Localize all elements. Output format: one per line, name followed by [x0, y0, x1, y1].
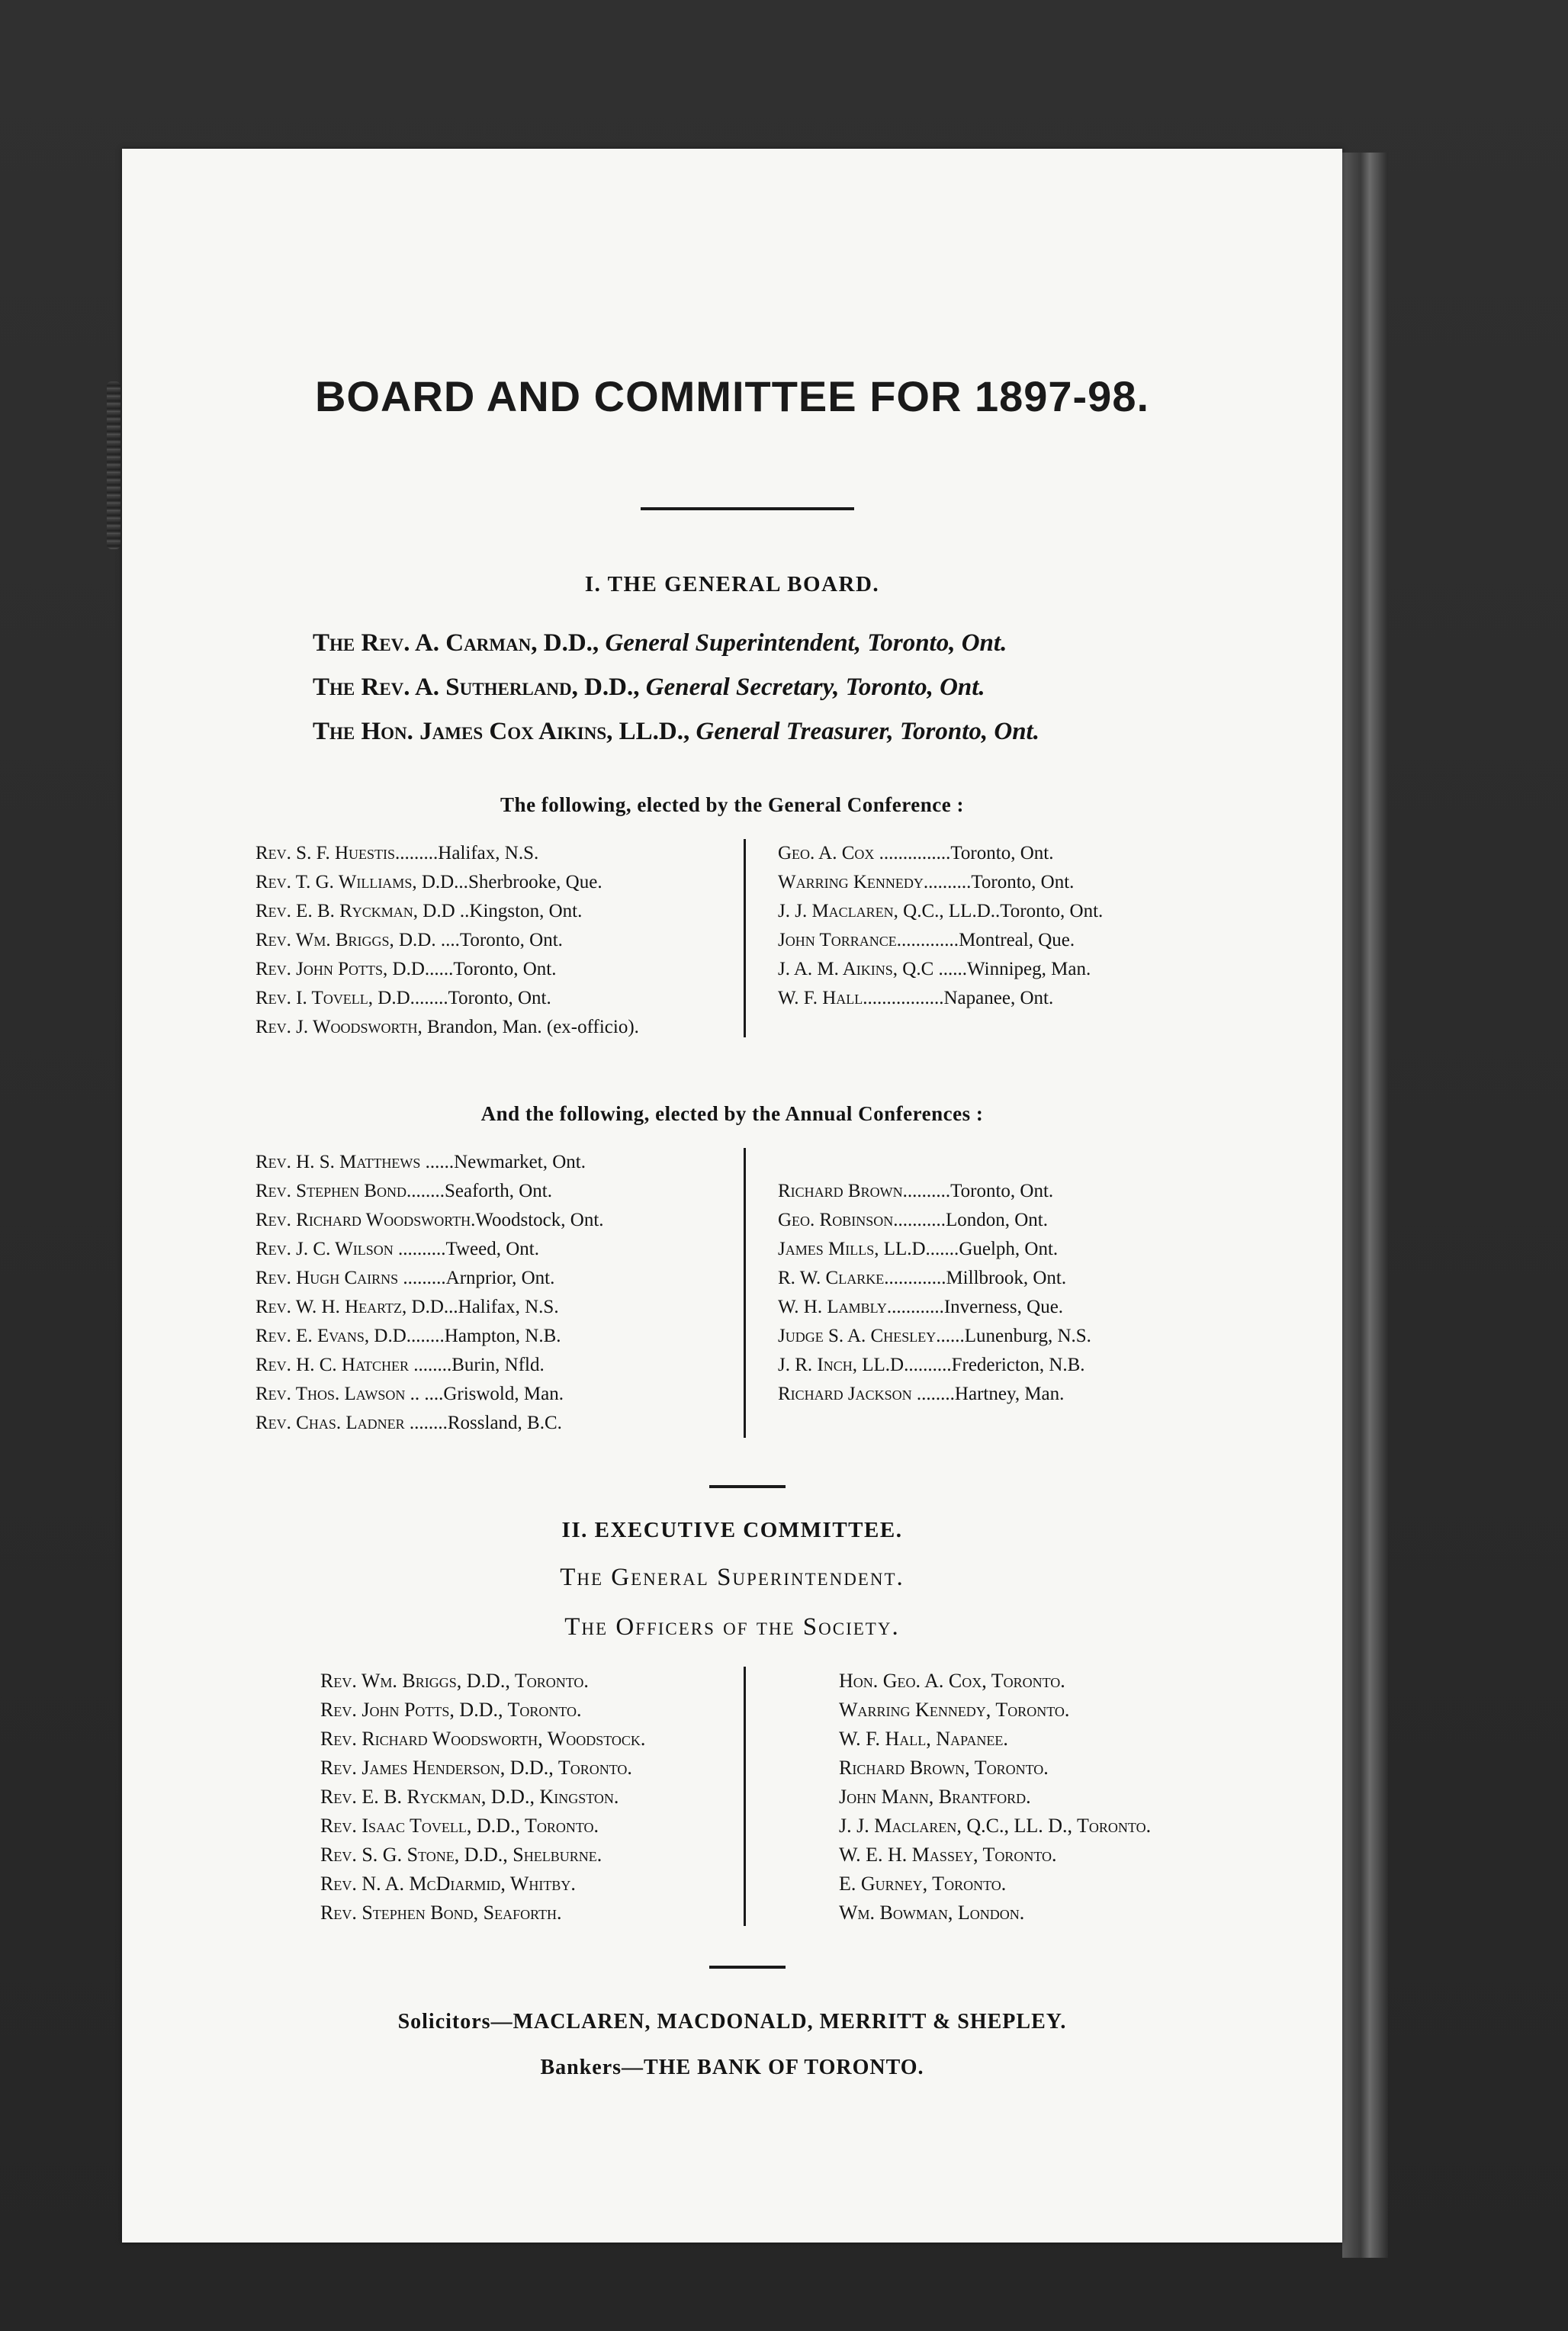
list-item: Rev. Thos. Lawson .. ....Griswold, Man.: [255, 1384, 564, 1404]
list-item: Richard Brown, Toronto.: [839, 1757, 1049, 1779]
list-item: J. A. M. Aikins, Q.C ......Winnipeg, Man.: [778, 959, 1091, 979]
list-item: J. J. Maclaren, Q.C., LL. D., Toronto.: [839, 1815, 1152, 1837]
officer-line: [313, 718, 1039, 746]
list-item: Rev. I. Tovell, D.D........Toronto, Ont.: [255, 988, 551, 1008]
list-item: J. J. Maclaren, Q.C., LL.D..Toronto, Ont.: [778, 901, 1104, 921]
executive-committee-heading: II. EXECUTIVE COMMITTEE.: [561, 1518, 903, 1542]
list-item: Rev. J. Woodsworth, Brandon, Man. (ex-officio).: [255, 1017, 639, 1037]
list-item: Judge S. A. Chesley......Lunenburg, N.S.: [778, 1326, 1091, 1346]
list-item: Rev. Stephen Bond........Seaforth, Ont.: [255, 1181, 552, 1201]
annual-conference-right-list: [778, 1177, 1091, 1409]
list-item: John Torrance.............Montreal, Que.: [778, 930, 1075, 950]
column-divider: [744, 1148, 746, 1438]
title-rule: [641, 507, 854, 510]
list-item: John Mann, Brantford.: [839, 1786, 1031, 1808]
officer-name: The Rev. A. Carman, D.D.,: [313, 629, 599, 657]
page-title: BOARD AND COMMITTEE FOR 1897-98.: [314, 372, 1150, 420]
list-item: Rev. Isaac Tovell, D.D., Toronto.: [320, 1815, 599, 1837]
list-item: Rev. Chas. Ladner ........Rossland, B.C.: [255, 1413, 562, 1433]
list-item: Rev. John Potts, D.D......Toronto, Ont.: [255, 959, 557, 979]
footer-rule: [709, 1966, 786, 1969]
bankers-line: Bankers—THE BANK OF TORONTO.: [540, 2056, 924, 2079]
column-divider: [744, 839, 746, 1037]
list-item: W. H. Lambly............Inverness, Que.: [778, 1297, 1064, 1317]
general-conference-heading: The following, elected by the General Conference :: [500, 793, 964, 816]
list-item: Rev. Wm. Briggs, D.D., Toronto.: [320, 1670, 589, 1692]
officer-name: The Rev. A. Sutherland, D.D.,: [313, 674, 640, 701]
officer-role: General Superintendent, Toronto, Ont.: [605, 629, 1007, 657]
officer-line: [313, 629, 1007, 658]
general-board-heading: I. THE GENERAL BOARD.: [584, 572, 880, 596]
general-conference-right-list: [778, 839, 1103, 1013]
list-item: Rev. Richard Woodsworth, Woodstock.: [320, 1728, 646, 1750]
executive-left-list: [320, 1667, 645, 1927]
list-item: Rev. T. G. Williams, D.D...Sherbrooke, Que.: [255, 872, 602, 892]
list-item: R. W. Clarke.............Millbrook, Ont.: [778, 1268, 1067, 1288]
list-item: Warring Kennedy..........Toronto, Ont.: [778, 872, 1075, 892]
list-item: Rev. S. F. Huestis.........Halifax, N.S.: [255, 843, 539, 863]
general-conference-left-list: [255, 839, 639, 1042]
list-item: Geo. Robinson...........London, Ont.: [778, 1210, 1049, 1230]
list-item: J. R. Inch, LL.D..........Fredericton, N.B.: [778, 1355, 1085, 1375]
list-item: Rev. Wm. Briggs, D.D. ....Toronto, Ont.: [255, 930, 563, 950]
executive-right-list: [839, 1667, 1151, 1927]
officer-line: [313, 674, 985, 702]
officer-role: General Secretary, Toronto, Ont.: [645, 674, 985, 701]
list-item: Warring Kennedy, Toronto.: [839, 1699, 1070, 1721]
list-item: Rev. E. Evans, D.D........Hampton, N.B.: [255, 1326, 561, 1346]
list-item: W. F. Hall.................Napanee, Ont.: [778, 988, 1054, 1008]
document-page: [122, 149, 1342, 2243]
list-item: Rev. E. B. Ryckman, D.D ..Kingston, Ont.: [255, 901, 583, 921]
list-item: Rev. N. A. McDiarmid, Whitby.: [320, 1873, 576, 1895]
annual-conference-heading: And the following, elected by the Annual Conferences :: [480, 1102, 984, 1125]
list-item: Rev. H. C. Hatcher ........Burin, Nfld.: [255, 1355, 545, 1375]
list-item: Rev. John Potts, D.D., Toronto.: [320, 1699, 582, 1721]
officer-name: The Hon. James Cox Aikins, LL.D.,: [313, 718, 690, 745]
officers-line: The Officers of the Society.: [564, 1613, 900, 1641]
general-superintendent-line: The General Superintendent.: [560, 1564, 904, 1591]
list-item: E. Gurney, Toronto.: [839, 1873, 1007, 1895]
list-item: Rev. E. B. Ryckman, D.D., Kingston.: [320, 1786, 619, 1808]
section-rule: [709, 1485, 786, 1488]
list-item: Hon. Geo. A. Cox, Toronto.: [839, 1670, 1065, 1692]
page-stack-edge: [1342, 153, 1388, 2258]
list-item: Rev. J. C. Wilson ..........Tweed, Ont.: [255, 1239, 539, 1259]
list-item: Rev. S. G. Stone, D.D., Shelburne.: [320, 1844, 602, 1866]
annual-conference-left-list: [255, 1148, 604, 1438]
list-item: Rev. Richard Woodsworth.Woodstock, Ont.: [255, 1210, 604, 1230]
list-item: Rev. James Henderson, D.D., Toronto.: [320, 1757, 632, 1779]
officer-role: General Treasurer, Toronto, Ont.: [696, 718, 1039, 745]
solicitors-line: Solicitors—MACLAREN, MACDONALD, MERRITT & SHEPLEY.: [397, 2010, 1067, 2034]
column-divider: [744, 1667, 746, 1926]
list-item: W. E. H. Massey, Toronto.: [839, 1844, 1057, 1866]
binding-mark: [107, 381, 120, 549]
list-item: Rev. W. H. Heartz, D.D...Halifax, N.S.: [255, 1297, 559, 1317]
list-item: Richard Jackson ........Hartney, Man.: [778, 1384, 1065, 1404]
list-item: Rev. H. S. Matthews ......Newmarket, Ont.: [255, 1152, 586, 1172]
list-item: Rev. Stephen Bond, Seaforth.: [320, 1902, 562, 1924]
list-item: Richard Brown..........Toronto, Ont.: [778, 1181, 1054, 1201]
list-item: Wm. Bowman, London.: [839, 1902, 1025, 1924]
list-item: Rev. Hugh Cairns .........Arnprior, Ont.: [255, 1268, 555, 1288]
list-item: Geo. A. Cox ...............Toronto, Ont.: [778, 843, 1054, 863]
list-item: James Mills, LL.D.......Guelph, Ont.: [778, 1239, 1059, 1259]
list-item: W. F. Hall, Napanee.: [839, 1728, 1008, 1750]
